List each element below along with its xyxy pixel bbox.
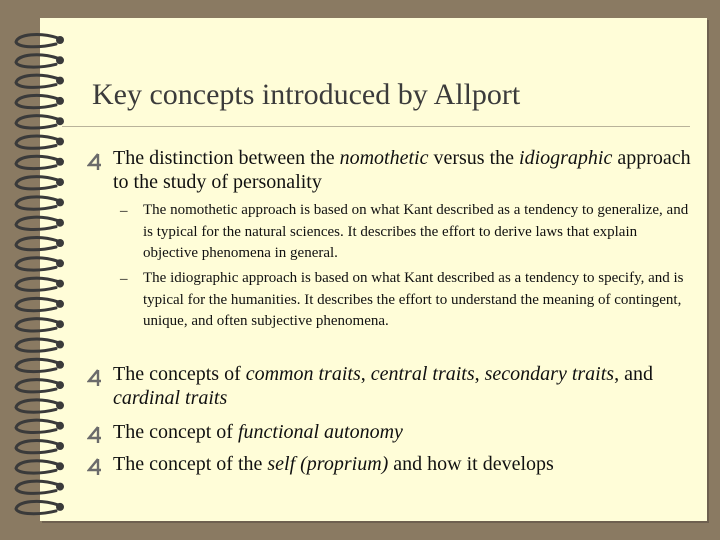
bullet-2-part-3: , <box>360 363 371 385</box>
sub-bullet-dash: – <box>120 203 128 219</box>
bullet-2-part-6: secondary traits <box>484 363 615 385</box>
number-4-bullet-icon <box>87 369 105 387</box>
bullet-1-part-3: versus the <box>428 147 520 169</box>
sub-item-idiographic: The idiographic approach is based on what Kant described as a tendency to specify, and is typical for the humanities. It describes the effort to understand the meaning of contingent, unique, and often subjective phenomena. <box>143 270 684 329</box>
bullet-3-part-1: The concept of <box>113 421 238 443</box>
bullet-2-part-2: common traits <box>245 363 361 385</box>
slide-title: Key concepts introduced by Allport <box>92 78 521 111</box>
bullet-4-part-3: and how it develops <box>388 453 554 475</box>
sub-bullet-dash: – <box>120 271 128 287</box>
bullet-4-text <box>113 452 693 476</box>
bullet-1-part-2: nomothetic <box>339 147 429 169</box>
number-4-bullet-icon <box>87 153 105 171</box>
bullet-1-text <box>113 146 693 194</box>
bullet-3-part-2: functional autonomy <box>237 421 403 443</box>
bullet-4-part-1: The concept of the <box>113 453 268 475</box>
bullet-3-text <box>113 420 693 444</box>
bullet-2-part-7: , and <box>614 363 653 385</box>
bullet-2-part-8: cardinal traits <box>113 387 228 409</box>
bullet-2-part-5: , <box>474 363 485 385</box>
sub-item-nomothetic: The nomothetic approach is based on what Kant described as a tendency to generalize, and is typical for the natural sciences. It describes the effort to derive laws that explain objective phenomena in general. <box>143 202 689 261</box>
bullet-2-part-4: central traits <box>370 363 475 385</box>
bullet-1-part-1: The distinction between the <box>113 147 340 169</box>
bullet-1-part-4: idiographic <box>519 147 613 169</box>
bullet-2-text <box>113 362 693 410</box>
bullet-4-part-2: self (proprium) <box>267 453 389 475</box>
number-4-bullet-icon <box>87 426 105 444</box>
number-4-bullet-icon <box>87 458 105 476</box>
bullet-1-part-5: approach to the study of personality <box>113 147 691 193</box>
bullet-2-part-1: The concepts of <box>113 363 246 385</box>
